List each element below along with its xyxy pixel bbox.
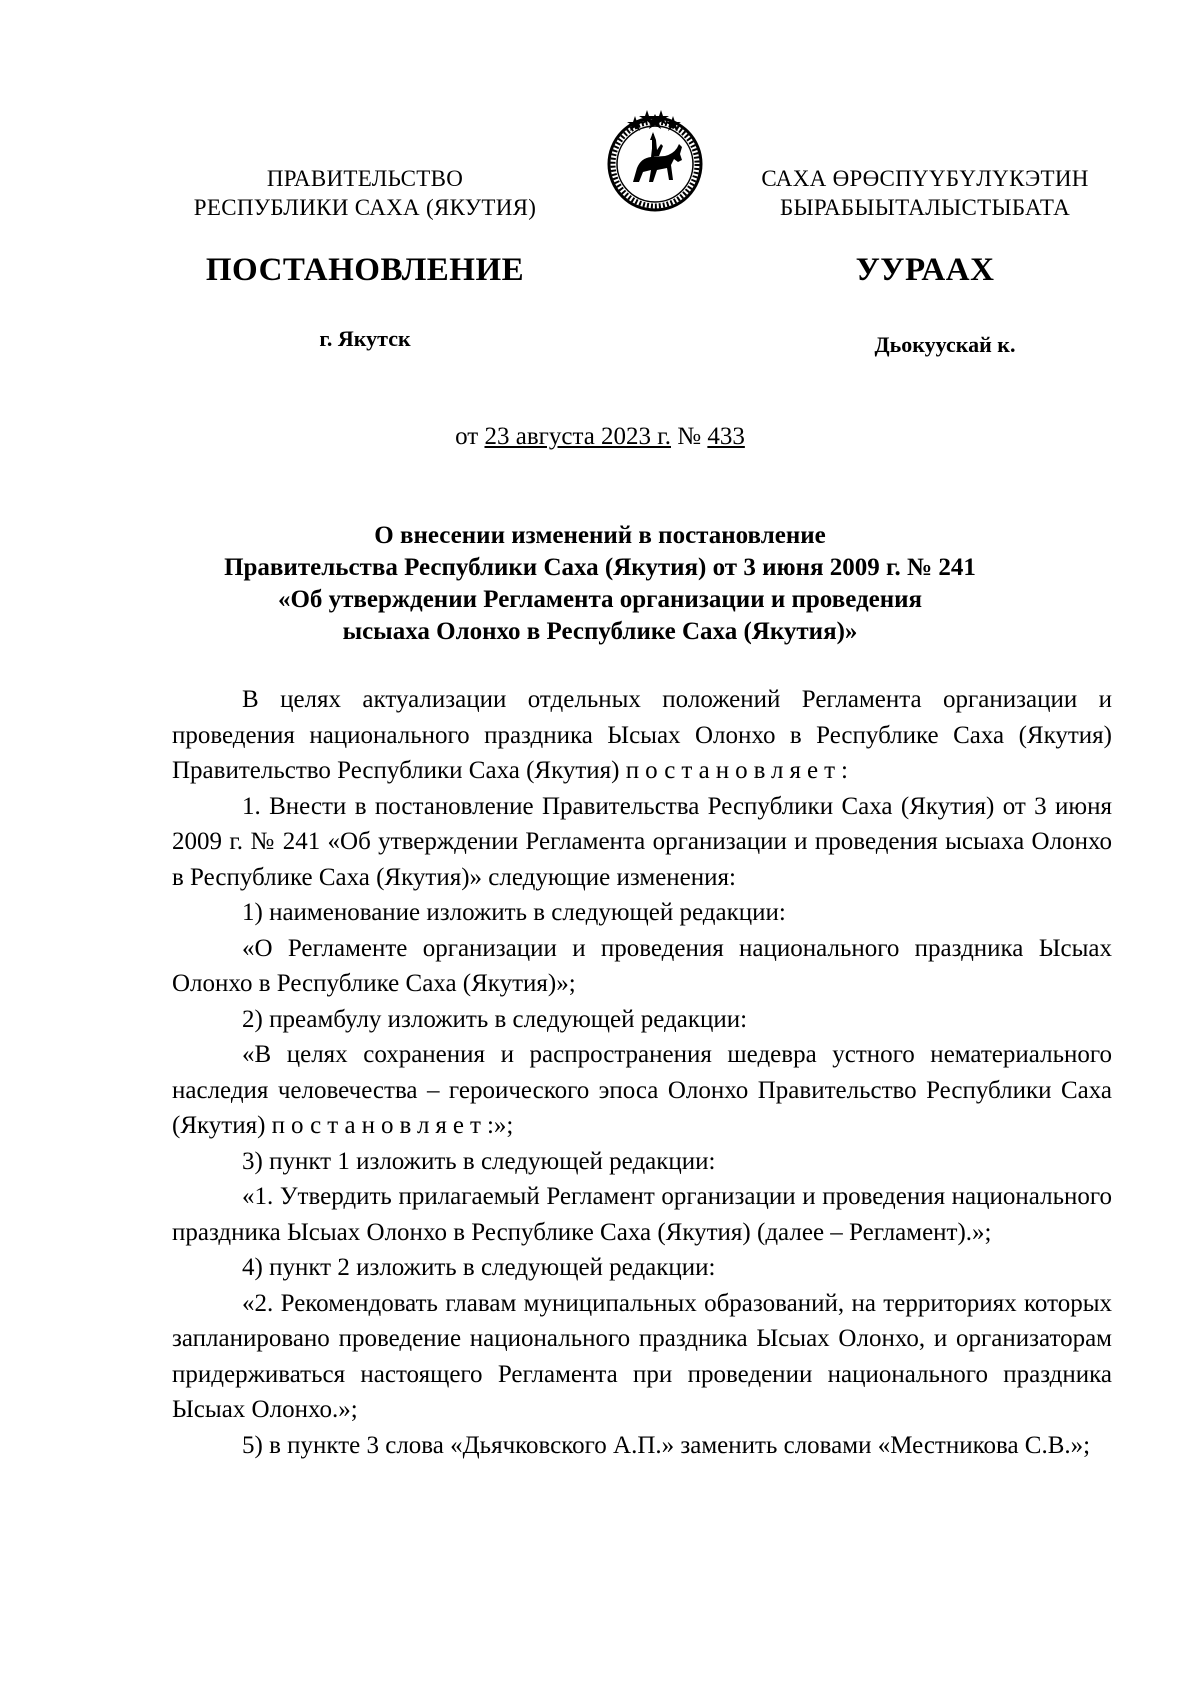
- city-sakha: Дьокуускай к.: [874, 332, 1016, 357]
- preamble-text: В целях актуализации отдельных положений Регламента организации и проведения национального праздника Ысыах Олонхо в Республике Саха (Якутия) Правительство Республики Саха (Якутия): [172, 686, 1112, 784]
- title-line-2: Правительства Республики Саха (Якутия) от 3 июня 2009 г. № 241: [224, 554, 976, 581]
- paragraph-subitem-2-text: [172, 1037, 1112, 1144]
- paragraph-subitem-1-text: «О Регламенте организации и проведения национального праздника Ысыах Олонхо в Республике Саха (Якутия)»;: [172, 934, 1112, 997]
- document-title: [172, 520, 1028, 648]
- issuer-sakha-line-1: САХА ӨРӨСПҮҮБҮЛҮКЭТИН: [761, 166, 1089, 191]
- document-type-sakha: УУРААХ: [855, 252, 995, 288]
- document-date: 23 августа 2023 г.: [484, 423, 671, 450]
- paragraph-item-1: 1. Внести в постановление Правительства Республики Саха (Якутия) от 3 июня 2009 г. № 241 «Об утверждении Регламента организации и проведения ысыаха Олонхо в Республике Саха (Якутия)» следующие изменения:: [172, 792, 1112, 891]
- city-russian: г. Якутск: [319, 326, 411, 351]
- title-line-3: «Об утверждении Регламента организации и проведения: [277, 586, 923, 613]
- paragraph-subitem-1: 1) наименование изложить в следующей редакции:: [242, 899, 786, 926]
- document-type-russian: ПОСТАНОВЛЕНИЕ: [205, 252, 525, 288]
- paragraph-subitem-3: 3) пункт 1 изложить в следующей редакции:: [242, 1147, 716, 1175]
- title-line-1: О внесении изменений в постановление: [374, 522, 826, 549]
- sakha-coat-of-arms-icon: [603, 110, 707, 214]
- resolves-word-2: постановляет: [271, 1112, 487, 1139]
- issuer-line-2: РЕСПУБЛИКИ САХА (ЯКУТИЯ): [193, 195, 537, 220]
- issuer-line-1: ПРАВИТЕЛЬСТВО: [266, 166, 464, 191]
- paragraph-subitem-5: 5) в пункте 3 слова «Дьячковского А.П.» заменить словами «Местникова С.В.»;: [242, 1431, 1091, 1459]
- paragraph-subitem-4-text: «2. Рекомендовать главам муниципальных образований, на территориях которых запланировано проведение национального праздника Ысыах Олонхо, и организаторам придерживаться настоящего Регламента при проведении национального праздника Ысыах Олонхо.»;: [172, 1289, 1112, 1423]
- paragraph-subitem-4: 4) пункт 2 изложить в следующей редакции:: [242, 1254, 716, 1281]
- document-number: 433: [707, 423, 745, 450]
- document-date-number: [0, 423, 1200, 451]
- number-sign: №: [671, 423, 708, 450]
- preamble-new-end: :»;: [486, 1112, 514, 1139]
- issuer-name-russian: [180, 164, 550, 222]
- preamble-new-text: «В целях сохранения и распространения шедевра устного нематериального наследия человечества – героического эпоса Олонхо Правительство Республики Саха (Якутия): [172, 1041, 1112, 1139]
- paragraph-preamble: [172, 682, 1112, 789]
- date-prefix: от: [455, 423, 485, 450]
- issuer-name-sakha: [740, 164, 1110, 222]
- title-line-4: ысыаха Олонхо в Республике Саха (Якутия)»: [342, 618, 858, 645]
- paragraph-subitem-2: 2) преамбулу изложить в следующей редакции:: [242, 1005, 748, 1033]
- resolves-word: постановляет: [625, 757, 842, 784]
- paragraph-subitem-3-text: «1. Утвердить прилагаемый Регламент организации и проведения национального праздника Ысыах Олонхо в Республике Саха (Якутия) (далее – Регламент).»;: [172, 1183, 1112, 1246]
- issuer-sakha-line-2: БЫРАБЫЫТАЛЫСТЫБАТА: [779, 195, 1071, 220]
- preamble-end: :: [841, 757, 848, 784]
- document-body: [172, 682, 1112, 1463]
